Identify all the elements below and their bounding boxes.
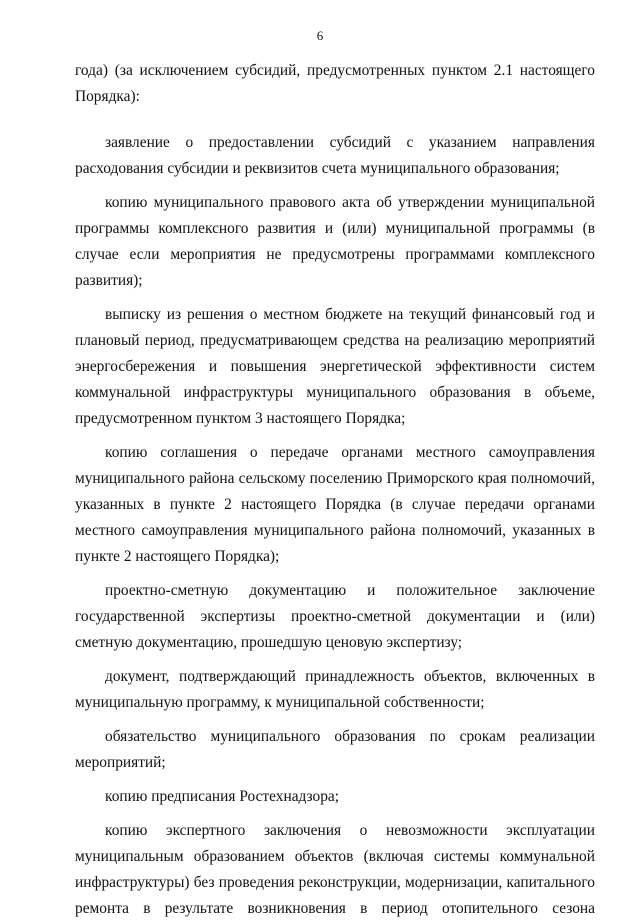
paragraph-rostekhnadzor-order: копию предписания Ростехнадзора;: [105, 788, 340, 805]
document-body: [75, 58, 595, 922]
paragraph-design-documentation: проектно-сметную документацию и положительное заключение государственной экспертизы проектно-сметной документации и (или) сметную документацию, прошедшую ценовую экспертизу;: [75, 582, 595, 651]
paragraph-ownership-document: документ, подтверждающий принадлежность объектов, включенных в муниципальную программу, к муниципальной собственности;: [75, 668, 595, 711]
paragraph-application: заявление о предоставлении субсидий с указанием направления расходования субсидии и реквизитов счета муниципального образования;: [75, 134, 595, 177]
paragraph-budget-extract: выписку из решения о местном бюджете на текущий финансовый год и плановый период, предусматривающем средства на реализацию мероприятий энергосбережения и повышения энергетической эффективности систем коммунальной инфраструктуры муниципального образования в объеме, предусмотренном пунктом 3 настоящего Порядка;: [75, 306, 595, 427]
paragraph-agreement-copy: копию соглашения о передаче органами местного самоуправления муниципального района сельскому поселению Приморского края полномочий, указанных в пункте 2 настоящего Порядка (в случае передачи органами местного самоуправления муниципального района полномочий, указанных в пункте 2 настоящего Порядка);: [75, 444, 595, 565]
paragraph-expert-conclusion: копию экспертного заключения о невозможности эксплуатации муниципальным образованием объектов (включая системы коммунальной инфраструктуры) без проведения реконструкции, модернизации, капитального ремонта в результате возникновения в период отопительного сезона: [75, 822, 595, 917]
paragraph-legal-act-copy: копию муниципального правового акта об утверждении муниципальной программы комплексного развития и (или) муниципальной программы (в случае если мероприятия не предусмотрены программами комплексного развития);: [75, 194, 595, 289]
page-number: 6: [316, 28, 324, 43]
paragraph-continuation: года) (за исключением субсидий, предусмотренных пунктом 2.1 настоящего Порядка):: [75, 62, 595, 105]
paragraph-obligation: обязательство муниципального образования по срокам реализации мероприятий;: [75, 728, 595, 771]
